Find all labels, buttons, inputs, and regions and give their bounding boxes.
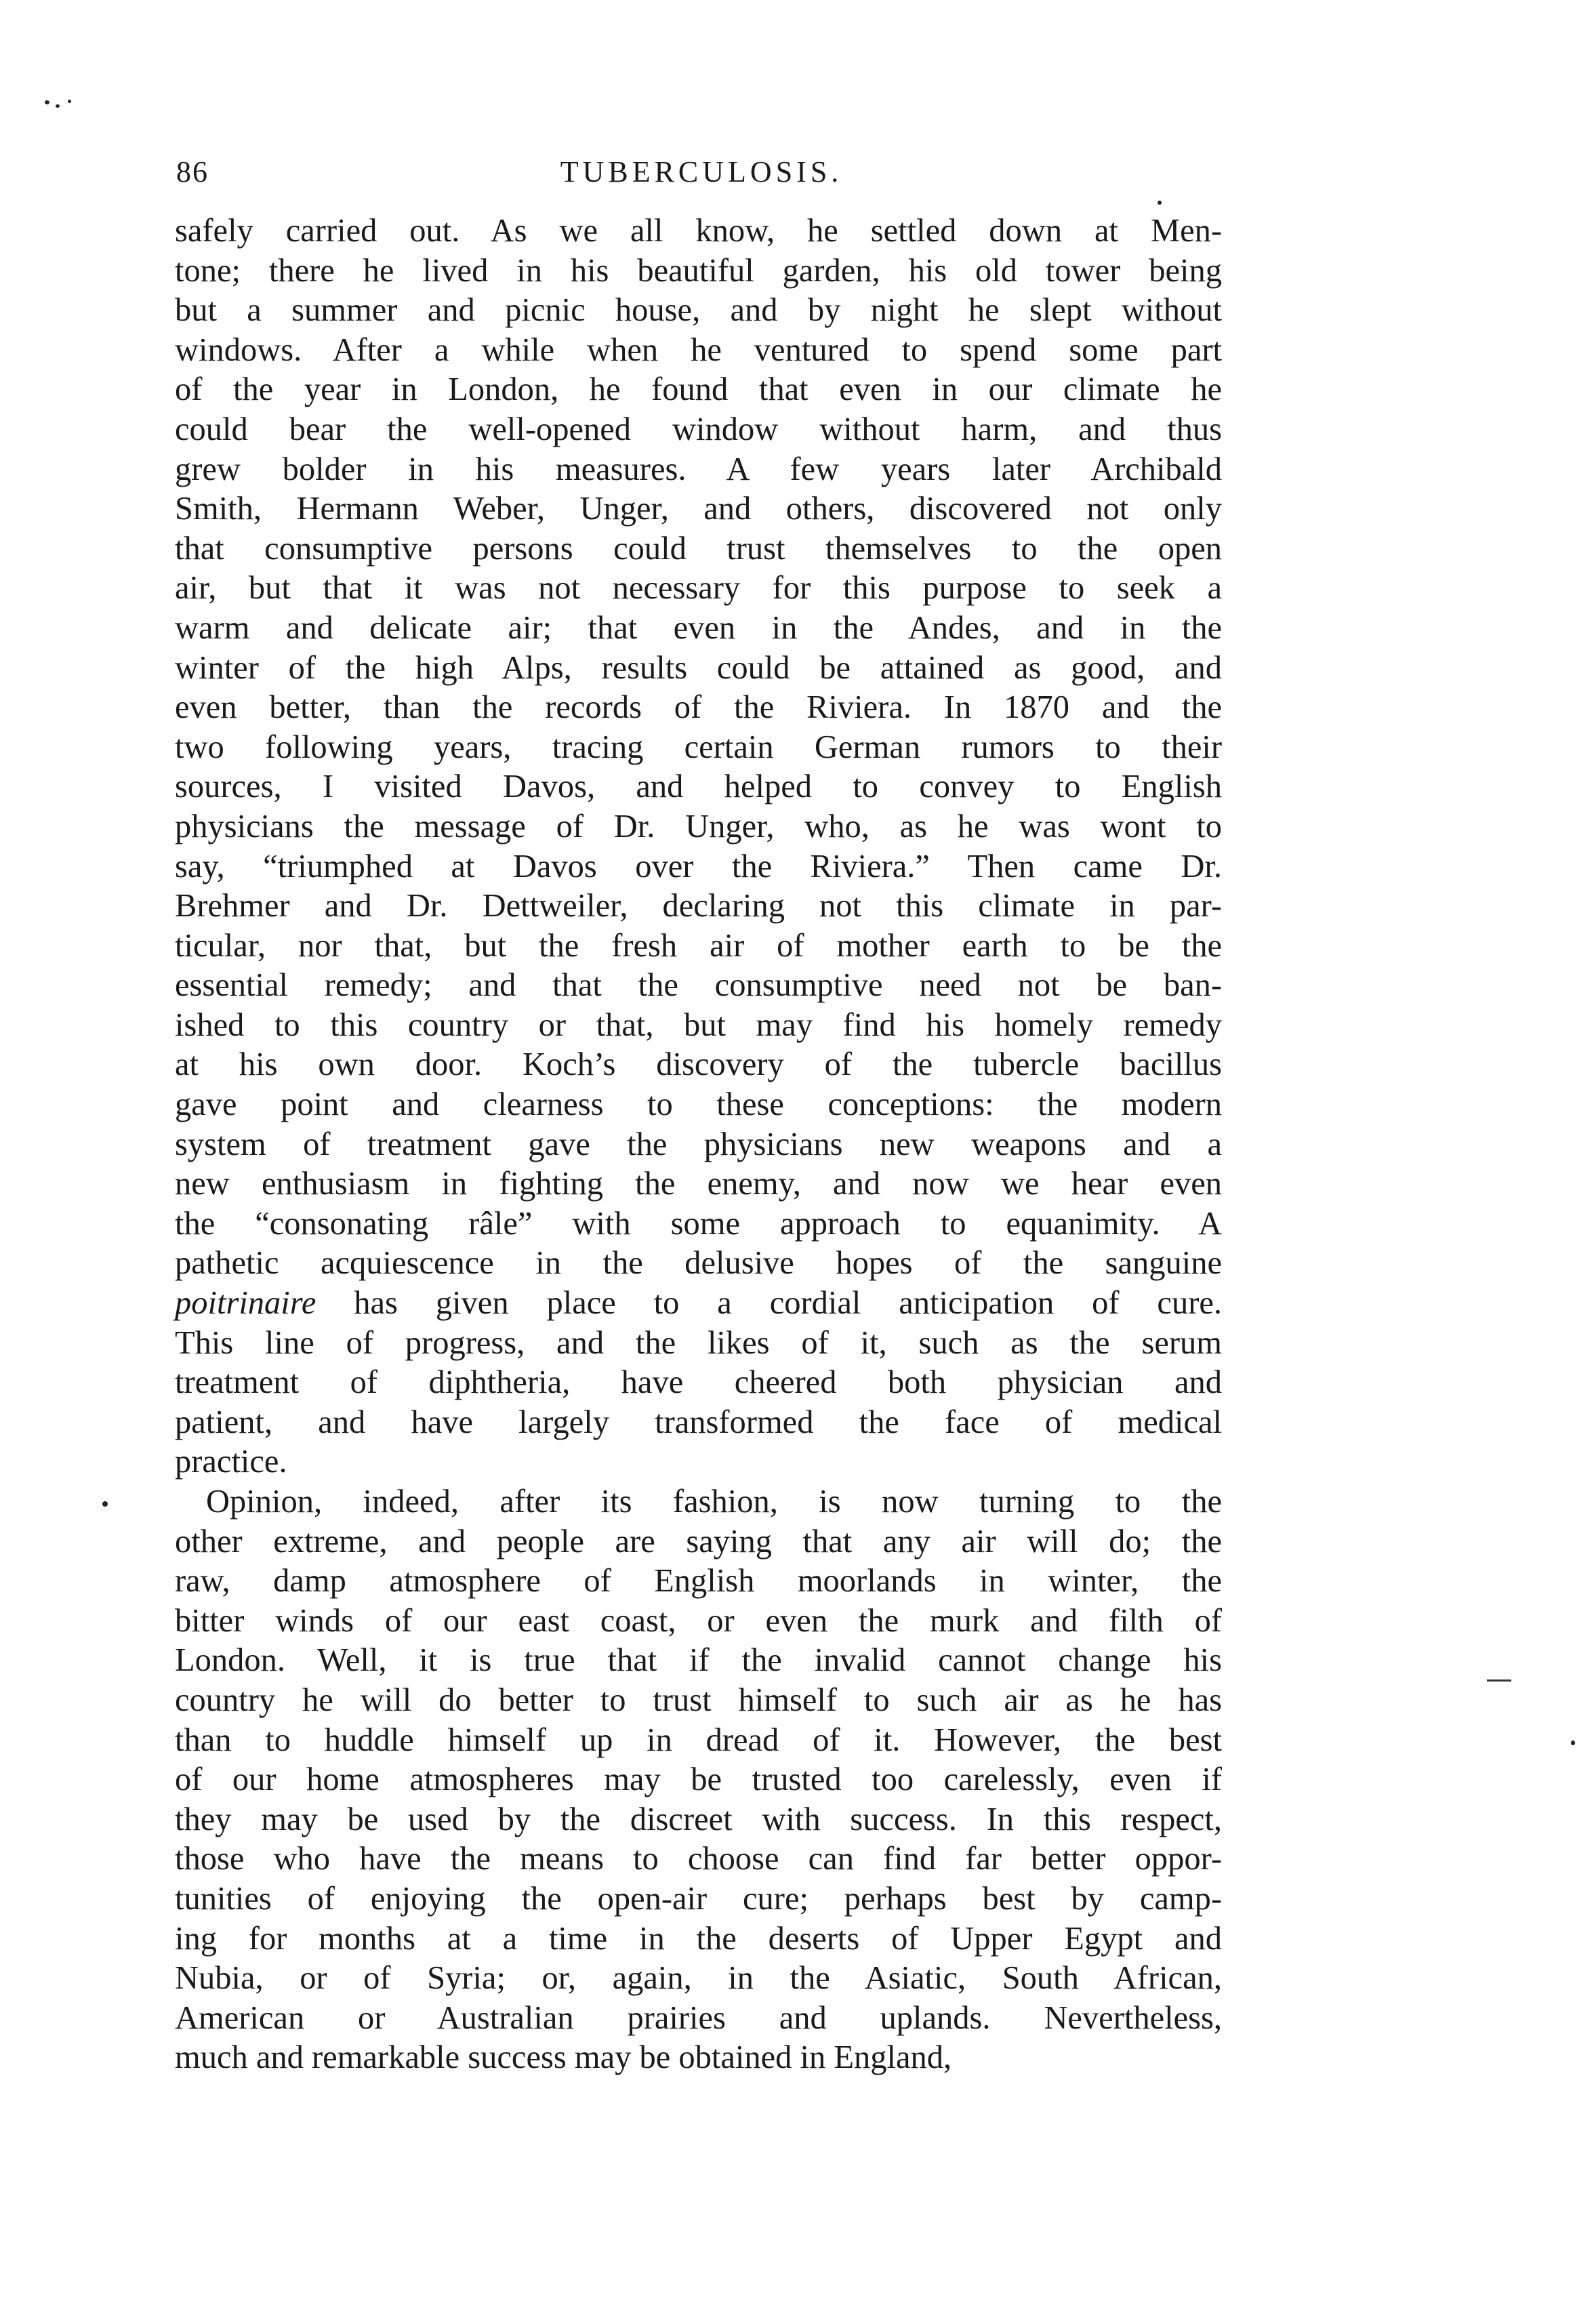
text-line: gave point and clearness to these conceptions: the modern: [175, 1086, 1222, 1123]
text-line: than to huddle himself up in dread of it. However, the best: [175, 1722, 1222, 1758]
text-line: ished to this country or that, but may find his homely remedy: [175, 1006, 1222, 1043]
text-line: two following years, tracing certain German rumors to their: [175, 729, 1222, 765]
text-line: could bear the well-opened window without harm, and thus: [175, 411, 1222, 447]
running-head: TUBERCULOSIS.: [560, 155, 843, 188]
text-line: Opinion, indeed, after its fashion, is now turning to the: [206, 1484, 1222, 1520]
text-line: but a summer and picnic house, and by night he slept without: [175, 292, 1222, 329]
page-header: [176, 155, 1227, 202]
text-line: tone; there he lived in his beautiful garden, his old tower being: [175, 252, 1222, 289]
text-line: they may be used by the discreet with success. In this respect,: [175, 1801, 1222, 1837]
text-line: Brehmer and Dr. Dettweiler, declaring not this climate in par-: [175, 888, 1222, 924]
ink-speck: [45, 100, 49, 104]
text-line: new enthusiasm in fighting the enemy, and now we hear even: [175, 1166, 1222, 1202]
text-line: raw, damp atmosphere of English moorlands in winter, the: [175, 1563, 1222, 1600]
text-line: those who have the means to choose can find far better oppor-: [175, 1841, 1222, 1877]
text-line: windows. After a while when he ventured to spend some part: [175, 331, 1222, 368]
text-line: at his own door. Koch’s discovery of the tubercle bacillus: [175, 1046, 1222, 1083]
text-line: country he will do better to trust himself to such air as he has: [175, 1682, 1222, 1718]
text-line: practice.: [175, 1444, 287, 1480]
text-line: bitter winds of our east coast, or even the murk and filth of: [175, 1602, 1222, 1639]
text-line: safely carried out. As we all know, he settled down at Men-: [175, 213, 1222, 249]
text-line: pathetic acquiescence in the delusive hopes of the sanguine: [175, 1245, 1222, 1282]
ink-speck: [1571, 1740, 1575, 1745]
text-line: that consumptive persons could trust themselves to the open: [175, 530, 1222, 567]
text-line: much and remarkable success may be obtained in England,: [175, 2039, 952, 2076]
text-line: sources, I visited Davos, and helped to convey to English: [175, 769, 1222, 805]
text-line: Smith, Hermann Weber, Unger, and others, discovered not only: [175, 491, 1222, 527]
ink-speck: [102, 1501, 108, 1507]
text-line: tunities of enjoying the open-air cure; perhaps best by camp-: [175, 1880, 1222, 1917]
text-line: grew bolder in his measures. A few years later Archibald: [175, 451, 1222, 487]
ink-speck: [56, 104, 60, 108]
paragraph: [175, 1482, 1222, 2078]
text-line: winter of the high Alps, results could be attained as good, and: [175, 649, 1222, 686]
text-line: This line of progress, and the likes of it, such as the serum: [175, 1324, 1222, 1361]
ink-speck: [68, 100, 71, 103]
text-line: patient, and have largely transformed the face of medical: [175, 1404, 1222, 1440]
text-line: even better, than the records of the Riviera. In 1870 and the: [175, 689, 1222, 726]
margin-dash: [1487, 1679, 1511, 1682]
text-line: of our home atmospheres may be trusted too carelessly, even if: [175, 1762, 1222, 1798]
text-line: essential remedy; and that the consumptive need not be ban-: [175, 967, 1222, 1004]
text-line: say, “triumphed at Davos over the Riviera.” Then came Dr.: [175, 848, 1222, 884]
page-number: 86: [176, 155, 209, 188]
text-line: system of treatment gave the physicians new weapons and a: [175, 1126, 1222, 1162]
text-line: other extreme, and people are saying that any air will do; the: [175, 1523, 1222, 1560]
text-line: ing for months at a time in the deserts of Upper Egypt and: [175, 1920, 1222, 1957]
text-line: ticular, nor that, but the fresh air of mother earth to be the: [175, 927, 1222, 964]
text-line: London. Well, it is true that if the invalid cannot change his: [175, 1642, 1222, 1679]
text-line: of the year in London, he found that even in our climate he: [175, 371, 1222, 408]
text-line: poitrinaire has given place to a cordial anticipation of cure.: [175, 1285, 1222, 1322]
text-line: air, but that it was not necessary for this purpose to seek a: [175, 570, 1222, 607]
text-line: Nubia, or of Syria; or, again, in the Asiatic, South African,: [175, 1960, 1222, 1997]
text-line: treatment of diphtheria, have cheered both physician and: [175, 1364, 1222, 1401]
text-line: the “consonating râle” with some approach to equanimity. A: [175, 1205, 1222, 1242]
text-line: American or Australian prairies and uplands. Nevertheless,: [175, 1999, 1222, 2036]
italic-term: poitrinaire: [175, 1285, 316, 1322]
text-line: physicians the message of Dr. Unger, who, as he was wont to: [175, 808, 1222, 844]
paragraph: [175, 211, 1222, 1482]
text-line: warm and delicate air; that even in the Andes, and in the: [175, 609, 1222, 646]
body-text: [175, 211, 1222, 2078]
